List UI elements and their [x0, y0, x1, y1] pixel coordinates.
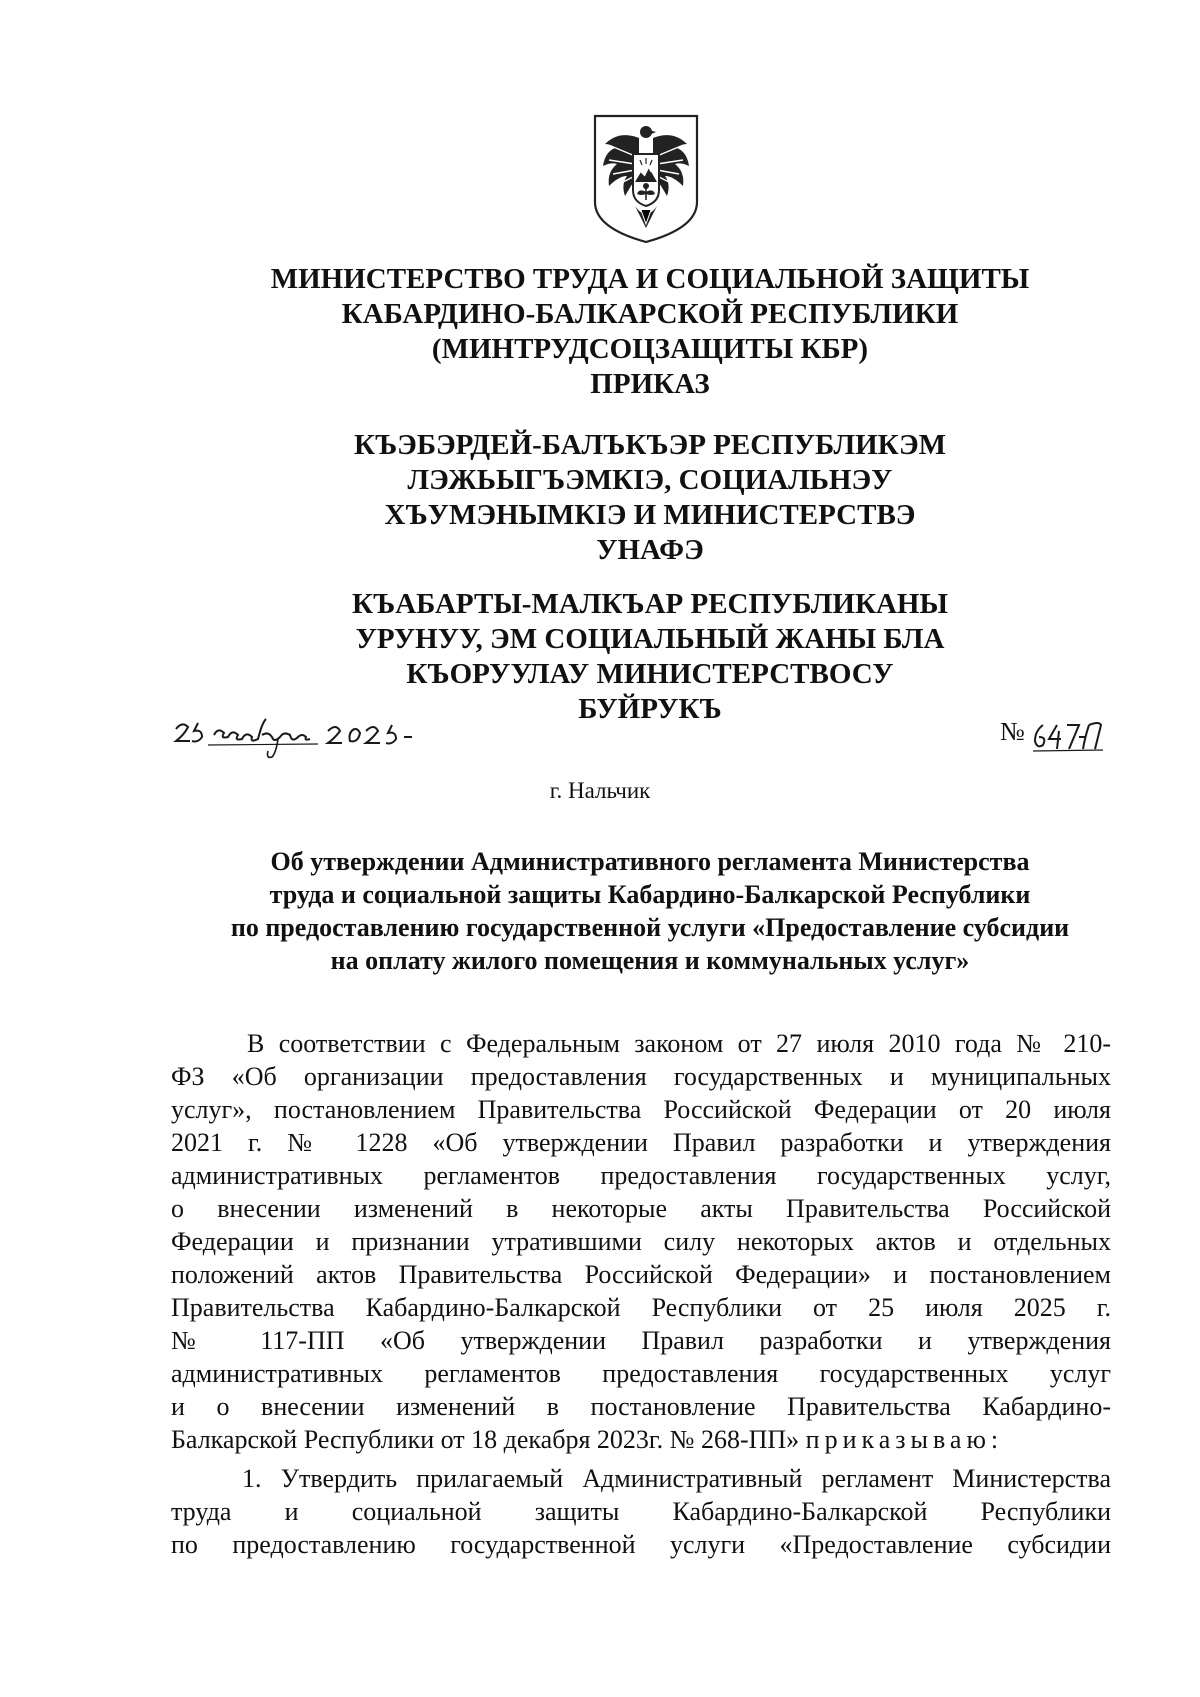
ministry-heading-ru [200, 262, 1100, 402]
body-line: административных регламентов предоставления государственных услуг [171, 1359, 1111, 1388]
heading-line: КЪЭБЭРДЕЙ-БАЛЪКЪЭР РЕСПУБЛИКЭМ [353, 429, 947, 461]
item-1-line: труда и социальной защиты Кабардино-Балкарской Республики [171, 1497, 1111, 1526]
body-line: о внесении изменений в некоторые акты Правительства Российской [171, 1194, 1111, 1223]
body-line: № 117-ПП «Об утверждении Правил разработки и утверждения [171, 1326, 1111, 1355]
handwritten-date [168, 713, 458, 761]
body-line: положений актов Правительства Российской Федерации» и постановлением [171, 1260, 1111, 1289]
heading-line: УРУНУУ, ЭМ СОЦИАЛЬНЫЙ ЖАНЫ БЛА [355, 623, 945, 655]
item-1-line: по предоставлению государственной услуги «Предоставление субсидии [171, 1530, 1111, 1559]
body-line: Правительства Кабардино-Балкарской Республики от 25 июля 2025 г. [171, 1293, 1111, 1322]
document-number [1000, 717, 1120, 757]
body-line: административных регламентов предоставления государственных услуг, [171, 1161, 1111, 1190]
heading-line: КАБАРДИНО-БАЛКАРСКОЙ РЕСПУБЛИКИ [341, 298, 959, 330]
heading-line: МИНИСТЕРСТВО ТРУДА И СОЦИАЛЬНОЙ ЗАЩИТЫ [270, 263, 1030, 295]
handwritten-number [1029, 717, 1107, 755]
heading-line: ЛЭЖЬЫГЪЭМКIЭ, СОЦИАЛЬНЭУ [407, 464, 893, 496]
body-line-last [171, 1423, 1111, 1456]
body-line-text: Балкарской Республики от 18 декабря 2023г. № 268-ПП» [171, 1425, 800, 1454]
body-line: услуг», постановлением Правительства Российской Федерации от 20 июля [171, 1095, 1111, 1124]
order-label-kabardian: УНАФЭ [596, 534, 704, 566]
body-line: В соответствии с Федеральным законом от 27 июля 2010 года № 210- [247, 1029, 1111, 1058]
heading-line: (МИНТРУДСОЦЗАЩИТЫ КБР) [431, 333, 869, 365]
heading-line: КЪАБАРТЫ-МАЛКЪАР РЕСПУБЛИКАНЫ [352, 588, 948, 620]
coat-of-arms-icon [589, 110, 703, 246]
document-body [171, 1027, 1111, 1561]
city-line: г. Нальчик [549, 778, 651, 803]
number-prefix: № [1000, 717, 1025, 746]
order-label-ru: ПРИКАЗ [590, 368, 710, 400]
body-line: Федерации и признании утратившими силу некоторых актов и отдельных [171, 1227, 1111, 1256]
body-line: ФЗ «Об организации предоставления государственных и муниципальных [171, 1062, 1111, 1091]
order-verb: приказываю: [805, 1425, 1004, 1454]
body-line: 2021 г. № 1228 «Об утверждении Правил разработки и утверждения [171, 1128, 1111, 1157]
body-line: и о внесении изменений в постановление Правительства Кабардино- [171, 1392, 1111, 1421]
item-1-line: 1. Утвердить прилагаемый Административный регламент Министерства [242, 1464, 1111, 1493]
heading-line: ХЪУМЭНЫМКIЭ И МИНИСТЕРСТВЭ [384, 499, 916, 531]
title-line: на оплату жилого помещения и коммунальных услуг» [330, 946, 970, 975]
ministry-heading-kabardian [200, 428, 1100, 568]
document-title [150, 845, 1150, 977]
title-line: по предоставлению государственной услуги «Предоставление субсидии [230, 913, 1070, 942]
title-line: труда и социальной защиты Кабардино-Балкарской Республики [269, 880, 1031, 909]
heading-line: КЪОРУУЛАУ МИНИСТЕРСТВОСУ [406, 658, 894, 690]
order-label-balkar: БУЙРУКЪ [578, 693, 722, 725]
title-line: Об утверждении Административного регламента Министерства [270, 847, 1030, 876]
ministry-heading-balkar [200, 587, 1100, 727]
